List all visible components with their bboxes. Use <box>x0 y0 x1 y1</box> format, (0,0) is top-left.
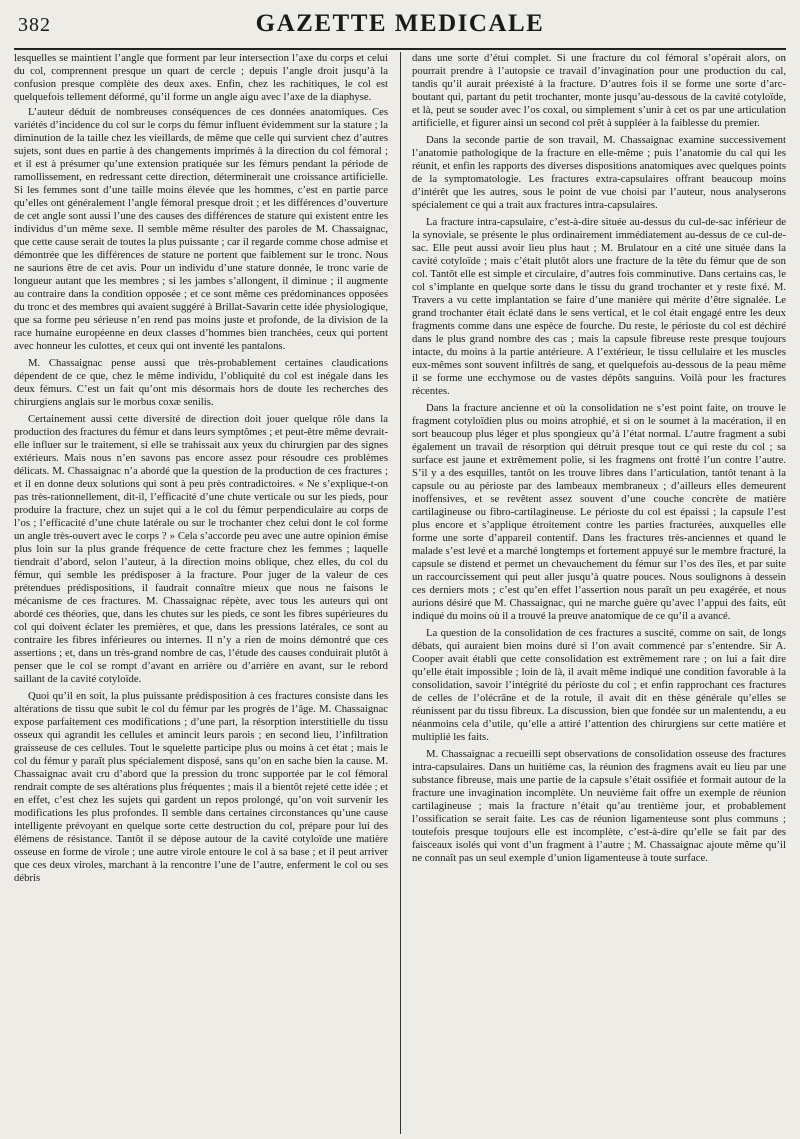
page-header <box>14 4 786 50</box>
journal-title: GAZETTE MEDICALE <box>255 10 545 37</box>
paragraph: M. Chassaignac a recueilli sept observations de consolidation osseuse des fractures intra-capsulaires. Dans un huitième cas, la réunion des fragmens avait eu lieu par une substance fibreuse, mais une partie de la capsule s’était ossifiée et formait autour de la fracture une invagination incomplète. Un neuvième fait offre un exemple de réunion cartilagineuse ; mais la fracture n’était qu’au trentième jour, et probablement l’ossification se serait faite. Les cas de réunion ligamenteuse sont plus communs ; toutefois presque toujours elle est incomplète, c’est-à-dire qu’elle se fait par des faisceaux isolés qui vont d’un fragment à l’autre ; M. Chassaignac ajoute même qu’il ne connaît pas un seul exemple d’union ligamenteuse à toute surface. <box>412 748 786 864</box>
paragraph: La fracture intra-capsulaire, c’est-à-dire située au-dessus du cul-de-sac inférieur de la synoviale, se présente le plus ordinairement immédiatement au-dessus de ce cul-de-sac. Elle peut aussi avoir lieu plus haut ; M. Brulatour en a cité une située dans la cavité cotyloïde ; mais c’était plutôt alors une fracture de la tête du fémur que de son col. Tantôt elle est simple et circulaire, d’autres fois comminutive. Dans certains cas, le col s’implante en quelque sorte dans le tissu du grand trochanter et y reste fixé. M. Travers a vu cette implantation se faire d’une manière qui mérite d’être signalée. Le grand trochanter était éclaté dans le sens vertical, et le col était engagé entre les deux fragments comme dans une espèce de fourche. Du reste, le périoste du col est déchiré dans le plus grand nombre des cas ; mais la capsule fibreuse reste presque toujours intacte, du moins à la partie antérieure. A l’extérieur, le tissu cellulaire et les muscles eux-mêmes sont souvent infiltrés de sang, et quelquefois au-dessous de la peau même il se forme une ecchymose ou de vastes dépôts sanguins. Voilà pour les fractures récentes. <box>412 216 786 397</box>
right-column <box>412 52 786 1134</box>
text-columns <box>14 52 786 1134</box>
paragraph: Certainement aussi cette diversité de direction doit jouer quelque rôle dans la production des fractures du fémur et dans leurs symptômes ; et peut-être même devrait-elle influer sur le traitement, si elle se trahissait aux yeux du chirurgien par des signes extérieurs. Mais nous n’en savons pas encore assez pour résoudre ces problèmes délicats. M. Chassaignac n’a abordé que la question de la production de ces fractures ; et il en donne deux solutions qui sont à peu près contradictoires. « Ne s’explique-t-on pas très-rationnellement, dit-il, l’efficacité d’une chute verticale ou sur les pieds, pour produire la fracture, chez un sujet qui a le col du fémur perpendiculaire au corps de l’os ; l’efficacité d’une chute latérale ou sur le trochanter chez celui dont le col forme un angle très-ouvert avec le corps ? » Cela s’accorde peu avec une autre opinion émise plus loin sur la plus grande fréquence de cette fracture chez les femmes ; laquelle tiendrait d’abord, selon l’auteur, à la direction moins oblique, chez elles, du col du fémur, qui semble les prédisposer à la fracture. Pour juger de la valeur de ces prétendues prédispositions, il faudrait connaître mieux que nous ne faisons le mécanisme de ces fractures. M. Chassaignac répète, avec tous les auteurs qui ont abordé ces théories, que, dans les chutes sur les pieds, ce sont les fibres supérieures du col qui doivent éclater les premières, et que, dans les pressions latérales, ce sont au contraire les fibres inférieures ou internes. Il n’y a rien de moins démontré que ces assertions ; et, dans un très-grand nombre de cas, l’étude des causes conduirait plutôt à penser que le col se rompt d’avant en arrière ou d’arrière en avant, sur le rebord saillant de la cavité cotyloïde. <box>14 413 388 685</box>
paragraph: lesquelles se maintient l’angle que forment par leur intersection l’axe du corps et celui du col, comprennent presque un quart de cercle ; depuis l’angle droit jusqu’à la confusion presque complète des deux axes. Enfin, chez les rachitiques, le col est quelquefois tellement déformé, qu’il forme un angle aigu avec l’axe de la diaphyse. <box>14 52 388 103</box>
paragraph: Quoi qu’il en soit, la plus puissante prédisposition à ces fractures consiste dans les altérations de tissu que subit le col du fémur par les progrès de l’âge. M. Chassaignac expose parfaitement ces modifications ; d’une part, la résorption interstitielle du tissu osseux qui agrandit les cellules et amincit leurs parois ; en second lieu, l’infiltration graisseuse de ces cellules. Tout le squelette participe plus ou moins à cet état ; mais le col du fémur y paraît plus spécialement disposé, sans qu’on en sache bien la cause. M. Chassaignac avait cru d’abord que la pression du tronc supportée par le col fémoral rendrait compte de ses altérations plus fréquentes ; mais il a bientôt rejeté cette idée ; et en effet, c’est chez les sujets qui gardent un repos prolongé, qu’on voit survenir les modifications les plus profondes. Il semble dans certaines circonstances qu’une cause intelligente prévoyant en quelque sorte cette destruction du col, prépare pour lui des élémens de résistance. Tantôt il se dépose autour de la cavité cotyloïde une matière osseuse en forme de virole ; une autre virole entoure le col à sa base ; et il peut arriver que ces deux viroles, marchant à la rencontre l’une de l’autre, enferment le col ou ses débris <box>14 690 388 884</box>
paragraph: M. Chassaignac pense aussi que très-probablement certaines claudications dépendent de ce que, chez le même individu, l’obliquité du col est inégale dans les deux fémurs. C’est un fait qu’ont mis désormais hors de doute les recherches des chirurgiens anglais sur le morbus coxæ senilis. <box>14 357 388 408</box>
paragraph: dans une sorte d’étui complet. Si une fracture du col fémoral s’opérait alors, on pourrait prendre à l’autopsie ce travail d’invagination pour une production du cal, tandis qu’il aurait préexisté à la fracture. D’autres fois il se forme une sorte d’arc-boutant qui, partant du petit trochanter, monte jusqu’au-dessous de la cavité cotyloïde, et là, peut se souder avec l’os coxal, ou simplement s’unir à cet os par une articulation artificielle, et figurer ainsi un second col prêt à suppléer à la faiblesse du premier. <box>412 52 786 129</box>
left-column <box>14 52 388 1134</box>
paragraph: Dans la seconde partie de son travail, M. Chassaignac examine successivement l’anatomie pathologique de la fracture en elle-même ; puis l’anatomie du cal qui les réunit, et enfin les rapports des diverses dispositions anatomiques avec quelques points de la symptomatologie. Les fractures extra-capsulaires offrant beaucoup moins d’intérêt que les autres, sous le point de vue choisi par l’auteur, nous analyserons spécialement ce qui a trait aux fractures intra-capsulaires. <box>412 134 786 211</box>
column-divider <box>400 52 401 1134</box>
paragraph: L’auteur déduit de nombreuses conséquences de ces données anatomiques. Ces variétés d’incidence du col sur le corps du fémur influent évidemment sur la stature ; la diminution de la taille chez les vieillards, de même que celle qui survient chez d’autres sujets, sont dues en partie à des changements imprimés à la direction du col fémoral ; et il est à présumer qu’une extension pratiquée sur les fémurs pendant la période de ramollissement, en redressant cette direction, déterminerait une croissance artificielle. Si les femmes sont d’une taille moins élevée que les hommes, c’est en partie parce qu’elles ont généralement l’angle fémoral presque droit ; et les différences d’ouverture de cet angle sont aussi l’une des causes des différences de stature qui existent entre les individus d’un même sexe. Il semble même résulter des paroles de M. Chassaignac, que cette cause serait de toutes la plus puissante ; car il regarde comme chose admise et démontrée que les différences de stature ne portent que faiblement sur le tronc. Nous ne saurions être de cet avis. Pour un individu d’une stature donnée, le tronc varie de longueur autant que les membres ; si les jambes s’allongent, il diminue ; il augmente au contraire dans la condition opposée ; et ce sont même ces prédominances opposées du tronc et des membres qui avaient suggéré à Brillat-Savarin cette idée physiologique, que sa forme peu sérieuse n’en rend pas moins juste et profonde, de la division de la race humaine européenne en deux classes d’hommes bien tranchées, ceux qui portent avec honneur les culottes, et ceux qui ont inventé les pantalons. <box>14 106 388 352</box>
paragraph: La question de la consolidation de ces fractures a suscité, comme on sait, de longs débats, qui auraient bien moins duré si l’on avait commencé par s’entendre. Sir A. Cooper avait établi que cette consolidation est extrêmement rare ; on lui a fait dire qu’elle était impossible ; loin de là, il avait même indiqué une condition favorable à la consolidation, savoir l’intégrité du périoste du col ; et enfin rapprochant ces fractures de celles de l’olécrâne et de la rotule, il avait dit en thèse générale qu’elles se réunissent par du tissu fibreux. La discussion, bien que fondée sur un malentendu, a eu néanmoins cela d’utile, qu’elle a attiré l’attention des chirurgiens sur cette matière et multiplié les faits. <box>412 627 786 743</box>
page-number: 382 <box>18 14 51 36</box>
paragraph: Dans la fracture ancienne et où la consolidation ne s’est point faite, on trouve le fragment cotyloïdien plus ou moins atrophié, et si on le soumet à la macération, il en sort beaucoup plus léger et plus spongieux qu’à l’état normal. L’autre fragment a subi également un travail de résorption qui détruit presque tout ce qui reste du col ; sa surface est jaune et extrêmement polie, si les fragmens ont frotté l’un contre l’autre. S’il y a des esquilles, tantôt on les trouve libres dans l’articulation, tantôt tenant à la capsule ou au périoste par des lambeaux membraneux ; d’ailleurs elles demeurent inoffensives, et se revêtent assez souvent d’une couche concrète de matière cartilagineuse ou fibro-cartilagineuse. Le périoste du col est épaissi ; la capsule l’est plus encore et s’applique étroitement contre les parties fracturées, auxquelles elle forme une sorte d’appareil contentif. Dans les fractures très-anciennes et quand le malade s’est levé et a marché longtemps et fortement appuyé sur le membre fracturé, la capsule se distend et permet un chevauchement du fémur sur l’os des îles, et par suite un raccourcissement qui peut aller jusqu’à quatre pouces. Nous soulignons à dessein ces derniers mots ; c’est qu’en effet l’assertion nous paraît un peu exagérée, et nous aurions désiré que M. Chassaignac, qui ne marche guère qu’avec l’appui des faits, eût indiqué du moins où il a trouvé la preuve anatomique de ce qu’il a avancé. <box>412 402 786 622</box>
